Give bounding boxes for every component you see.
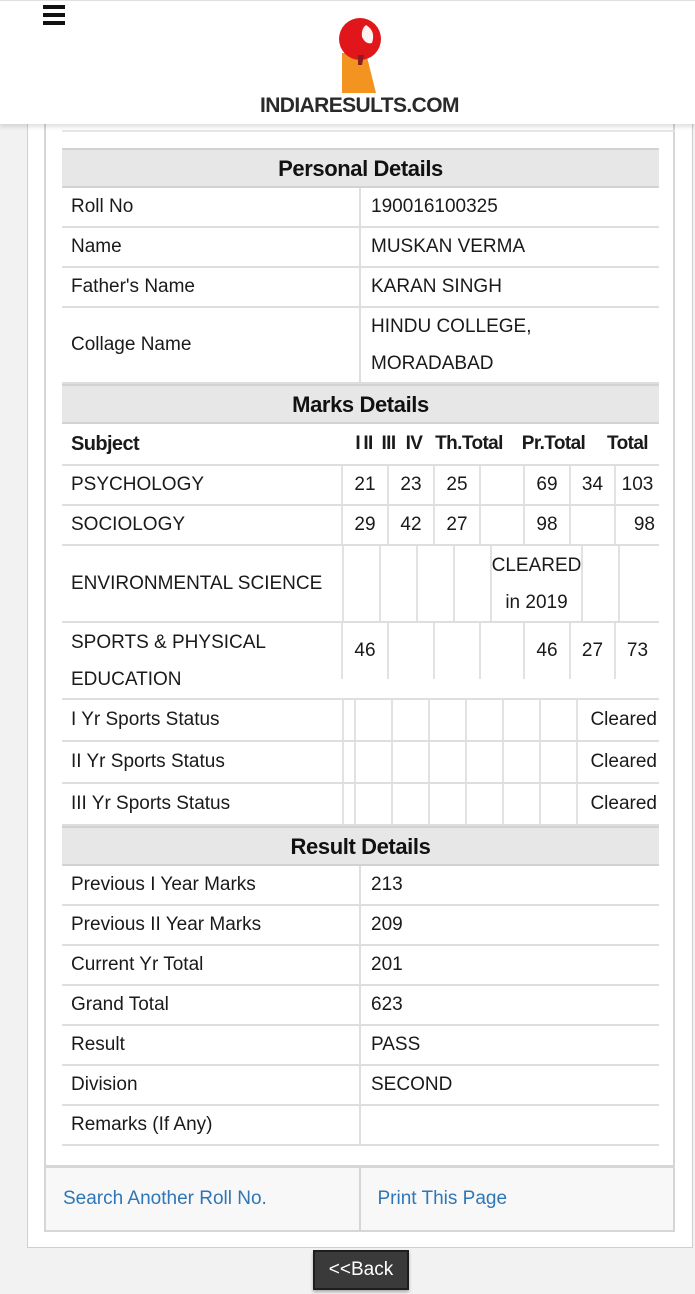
mark-i: 21	[341, 466, 387, 504]
mark-iv	[479, 466, 523, 504]
mark-iii	[416, 546, 453, 621]
result-value: PASS	[371, 1034, 421, 1055]
panel-divider	[62, 130, 674, 132]
subject-header: Subject	[71, 432, 140, 455]
college-name-line2: MORADABAD	[371, 353, 494, 374]
sports-status-value: Cleared	[576, 742, 659, 782]
logo-mark-icon	[336, 15, 386, 99]
college-name-line1: HINDU COLLEGE,	[371, 316, 532, 337]
personal-details-heading: Personal Details	[62, 148, 659, 188]
mark-iv	[453, 546, 490, 621]
mark-pr-total: 34	[569, 466, 614, 504]
hamburger-menu-icon[interactable]	[43, 5, 65, 25]
result-value: 623	[371, 994, 403, 1015]
marks-row-psychology	[62, 466, 659, 506]
college-name-label: Collage Name	[62, 308, 361, 382]
mark-i: 29	[341, 506, 387, 544]
cleared-status-line1: CLEARED	[491, 554, 582, 576]
total-header: Total	[607, 433, 648, 454]
result-row	[62, 986, 659, 1026]
mark-iii	[433, 623, 479, 679]
result-value: 201	[371, 954, 403, 975]
result-row	[62, 1026, 659, 1066]
college-name-value	[361, 308, 659, 382]
back-button[interactable]: <<Back	[313, 1250, 409, 1290]
sports-status-row-2	[62, 742, 659, 784]
mark-ii: 23	[387, 466, 433, 504]
subject-name: PSYCHOLOGY	[71, 474, 205, 495]
result-label: Current Yr Total	[62, 946, 361, 984]
name-row	[62, 228, 659, 268]
search-another-roll-link[interactable]: Search Another Roll No.	[46, 1168, 359, 1230]
result-value: 213	[371, 874, 403, 895]
roll-no-label: Roll No	[62, 188, 361, 226]
mark-th-total: 98	[523, 506, 569, 544]
sports-status-value: Cleared	[576, 784, 659, 824]
subject-name: ENVIRONMENTAL SCIENCE	[71, 572, 323, 594]
results-content	[62, 148, 659, 1146]
result-details-heading: Result Details	[62, 826, 659, 866]
mark-iii: 25	[433, 466, 479, 504]
sports-status-label: II Yr Sports Status	[71, 751, 225, 772]
print-page-link[interactable]: Print This Page	[359, 1168, 674, 1230]
col-ii-header: II	[363, 433, 373, 454]
father-name-label: Father's Name	[62, 268, 361, 306]
marks-row-environmental-science	[62, 546, 659, 623]
result-row	[62, 946, 659, 986]
cleared-status	[490, 546, 581, 621]
name-value: MUSKAN VERMA	[371, 236, 526, 257]
sports-status-value: Cleared	[576, 700, 659, 740]
college-name-row	[62, 308, 659, 384]
col-iii-header: III	[381, 433, 396, 454]
mark-ii	[379, 546, 416, 621]
mark-th-total: 46	[523, 623, 569, 679]
result-label: Remarks (If Any)	[62, 1106, 361, 1144]
mark-i	[342, 546, 379, 621]
result-actions	[44, 1166, 675, 1232]
subject-line1: SPORTS & PHYSICAL	[71, 631, 266, 653]
sports-status-row-1	[62, 700, 659, 742]
subject-line2: EDUCATION	[71, 668, 182, 690]
mark-iv	[479, 506, 523, 544]
pr-total-header: Pr.Total	[521, 433, 586, 454]
site-header	[0, 0, 695, 124]
name-label: Name	[62, 228, 361, 266]
mark-total	[618, 546, 654, 621]
sports-status-row-3	[62, 784, 659, 826]
sports-status-label: III Yr Sports Status	[71, 793, 231, 814]
mark-pr-total	[569, 506, 614, 544]
father-name-value: KARAN SINGH	[371, 276, 502, 297]
mark-ii	[387, 623, 433, 679]
th-total-header: Th.Total	[435, 433, 503, 454]
mark-iii: 27	[433, 506, 479, 544]
subject-name	[62, 623, 341, 698]
logo-text: INDIARESULTS.COM	[260, 94, 459, 117]
mark-total: 98	[614, 506, 659, 544]
roll-no-value: 190016100325	[371, 196, 498, 217]
result-value: SECOND	[371, 1074, 453, 1095]
mark-th-total: 69	[523, 466, 569, 504]
result-row	[62, 1066, 659, 1106]
marks-header-row	[62, 424, 659, 466]
roll-no-row	[62, 188, 659, 228]
col-iv-header: IV	[405, 433, 423, 454]
mark-total: 103	[614, 466, 659, 504]
site-logo[interactable]	[260, 15, 470, 121]
result-row	[62, 1106, 659, 1146]
result-label: Grand Total	[62, 986, 361, 1024]
mark-i: 46	[341, 623, 387, 679]
mark-ii: 42	[387, 506, 433, 544]
result-row	[62, 906, 659, 946]
result-row	[62, 866, 659, 906]
marks-details-heading: Marks Details	[62, 384, 659, 424]
result-value: 209	[371, 914, 403, 935]
mark-total: 73	[614, 623, 659, 679]
subject-name: SOCIOLOGY	[71, 514, 186, 535]
col-i-header: I	[355, 433, 360, 454]
result-label: Result	[62, 1026, 361, 1064]
marks-row-sports	[62, 623, 659, 700]
mark-pr-total: 27	[569, 623, 614, 679]
father-name-row	[62, 268, 659, 308]
result-value	[361, 1106, 659, 1144]
cleared-status-line2: in 2019	[505, 591, 568, 613]
marks-row-sociology	[62, 506, 659, 546]
result-label: Previous II Year Marks	[62, 906, 361, 944]
mark-pr-total	[581, 546, 618, 621]
result-label: Previous I Year Marks	[62, 866, 361, 904]
sports-status-label: I Yr Sports Status	[71, 709, 220, 730]
mark-iv	[479, 623, 523, 679]
result-label: Division	[62, 1066, 361, 1104]
